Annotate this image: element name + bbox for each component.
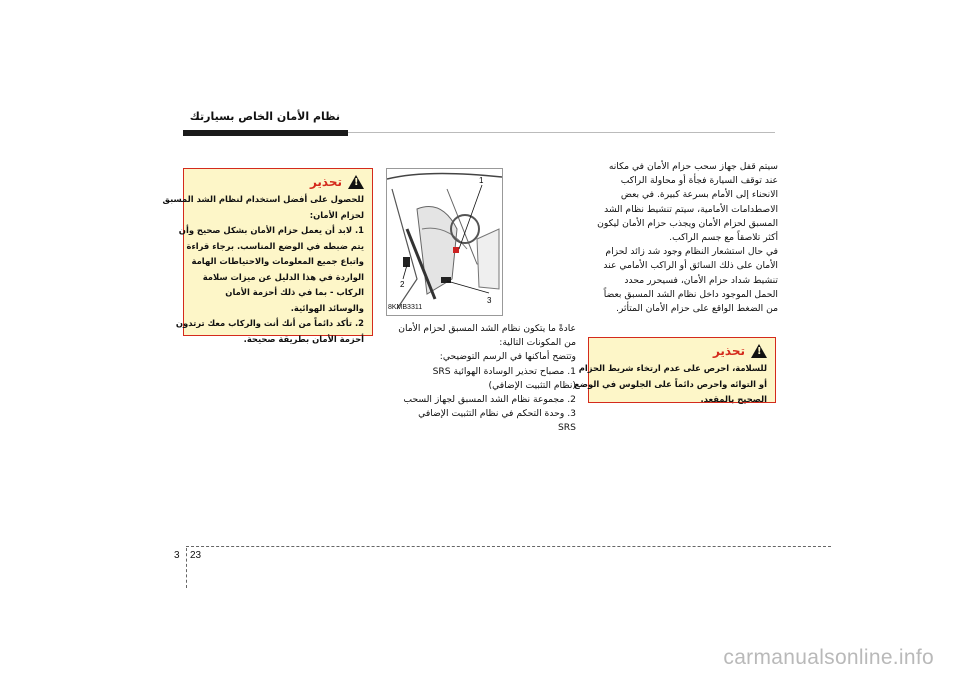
callout-1: 1: [479, 176, 484, 185]
warning-box-belt: [574, 337, 776, 404]
text-line: الانحناء إلى الأمام بسرعة كبيرة. في بعض: [620, 189, 778, 201]
warning-triangle-icon: !: [751, 344, 767, 358]
footer-divider: [186, 546, 831, 547]
figure-code: 8KMB3311: [388, 304, 423, 311]
text-line: عند توقف السيارة فجأة أو محاولة الراكب: [620, 175, 778, 187]
warning-box-pretensioner: [162, 168, 373, 344]
warning-line: أو التوائه واحرص دائماً على الجلوس في الوضع: [574, 378, 767, 389]
page-number: 23: [190, 550, 202, 561]
warning-title: تحذير: [712, 344, 745, 358]
text-line: الاصطدامات الأمامية، سيتم تنشيط نظام الشد: [604, 203, 778, 215]
warning-line: الصحيح بالمقعد.: [700, 394, 767, 404]
warning-line: يتم ضبطه في الوضع المناسب. برجاء قراءة: [186, 240, 364, 251]
text-line: أكثر تلاصقاً مع جسم الراكب.: [669, 232, 778, 244]
callout-3: 3: [487, 296, 492, 305]
text-line: سيتم قفل جهاز سحب حزام الأمان في مكانه: [608, 161, 778, 172]
warning-title: تحذير: [309, 175, 342, 189]
components-text: [388, 322, 576, 436]
header-bar: [183, 130, 348, 136]
text-line: 3. وحدة التحكم في نظام التثبيت الإضافي: [418, 408, 576, 420]
warning-line: الركاب - بما في ذلك أحزمة الأمان: [225, 287, 364, 297]
retractor-description: [588, 160, 778, 316]
text-line: في حال استشعار النظام وجود شد زائد لحزام: [605, 246, 778, 258]
warning-line: والوسائد الهوائية.: [290, 302, 364, 313]
warning-line: 1. لابد أن يعمل حزام الأمان بشكل صحيح وأن: [178, 225, 364, 235]
text-line: تنشيط شداد حزام الأمان، فسيحرر محدد: [624, 274, 778, 286]
text-line: عادةً ما يتكون نظام الشد المسبق لحزام الأمان: [398, 323, 576, 334]
footer-vertical-divider: [186, 548, 187, 588]
warning-line: أحزمة الأمان بطريقة صحيحة.: [243, 333, 364, 344]
warning-triangle-icon: !: [348, 175, 364, 189]
text-line: وتتضح أماكنها في الرسم التوضيحي:: [439, 351, 576, 363]
text-line: من الضغط الواقع على حزام الأمان المتأثر.: [615, 303, 778, 315]
text-line: المسبق لحزام الأمان ويجذب حزام الأمان ليكون: [597, 217, 778, 229]
text-line: الحمل الموجود داخل نظام الشد المسبق بعضاً: [603, 288, 778, 300]
watermark: carmanualsonline.info: [723, 646, 934, 669]
text-line: 2. مجموعة نظام الشد المسبق لجهاز السحب: [403, 394, 576, 406]
page-header-title: نظام الأمان الخاص بسيارتك: [189, 110, 340, 123]
warning-line: واتباع جميع المعلومات والاحتياطات الهامة: [191, 256, 364, 266]
warning-line: 2. تأكد دائماً من أنك أنت والركاب معك ترتدون: [175, 318, 364, 328]
warning-line: لحزام الأمان:: [309, 209, 364, 220]
text-line: الأمان على ذلك السائق أو الراكب الأمامي عند: [603, 260, 778, 272]
callout-2: 2: [400, 280, 405, 289]
car-interior-illustration: [386, 168, 503, 316]
warning-line: للحصول على أفضل استخدام لنظام الشد المسبق: [162, 194, 364, 204]
chapter-number: 3: [174, 550, 180, 561]
text-line: من المكونات التالية:: [499, 337, 576, 349]
text-line: 1. مصباح تحذير الوسادة الهوائية SRS: [432, 365, 576, 377]
warning-line: للسلامة، احرص على عدم ارتخاء شريط الحزام: [578, 363, 767, 373]
header-rule: [348, 132, 775, 133]
text-line: (نظام التثبيت الإضافي): [488, 379, 576, 391]
warning-line: الواردة في هذا الدليل عن ميزات سلامة: [202, 271, 364, 282]
text-line: SRS: [557, 422, 576, 434]
seatbelt-diagram: [387, 169, 502, 315]
